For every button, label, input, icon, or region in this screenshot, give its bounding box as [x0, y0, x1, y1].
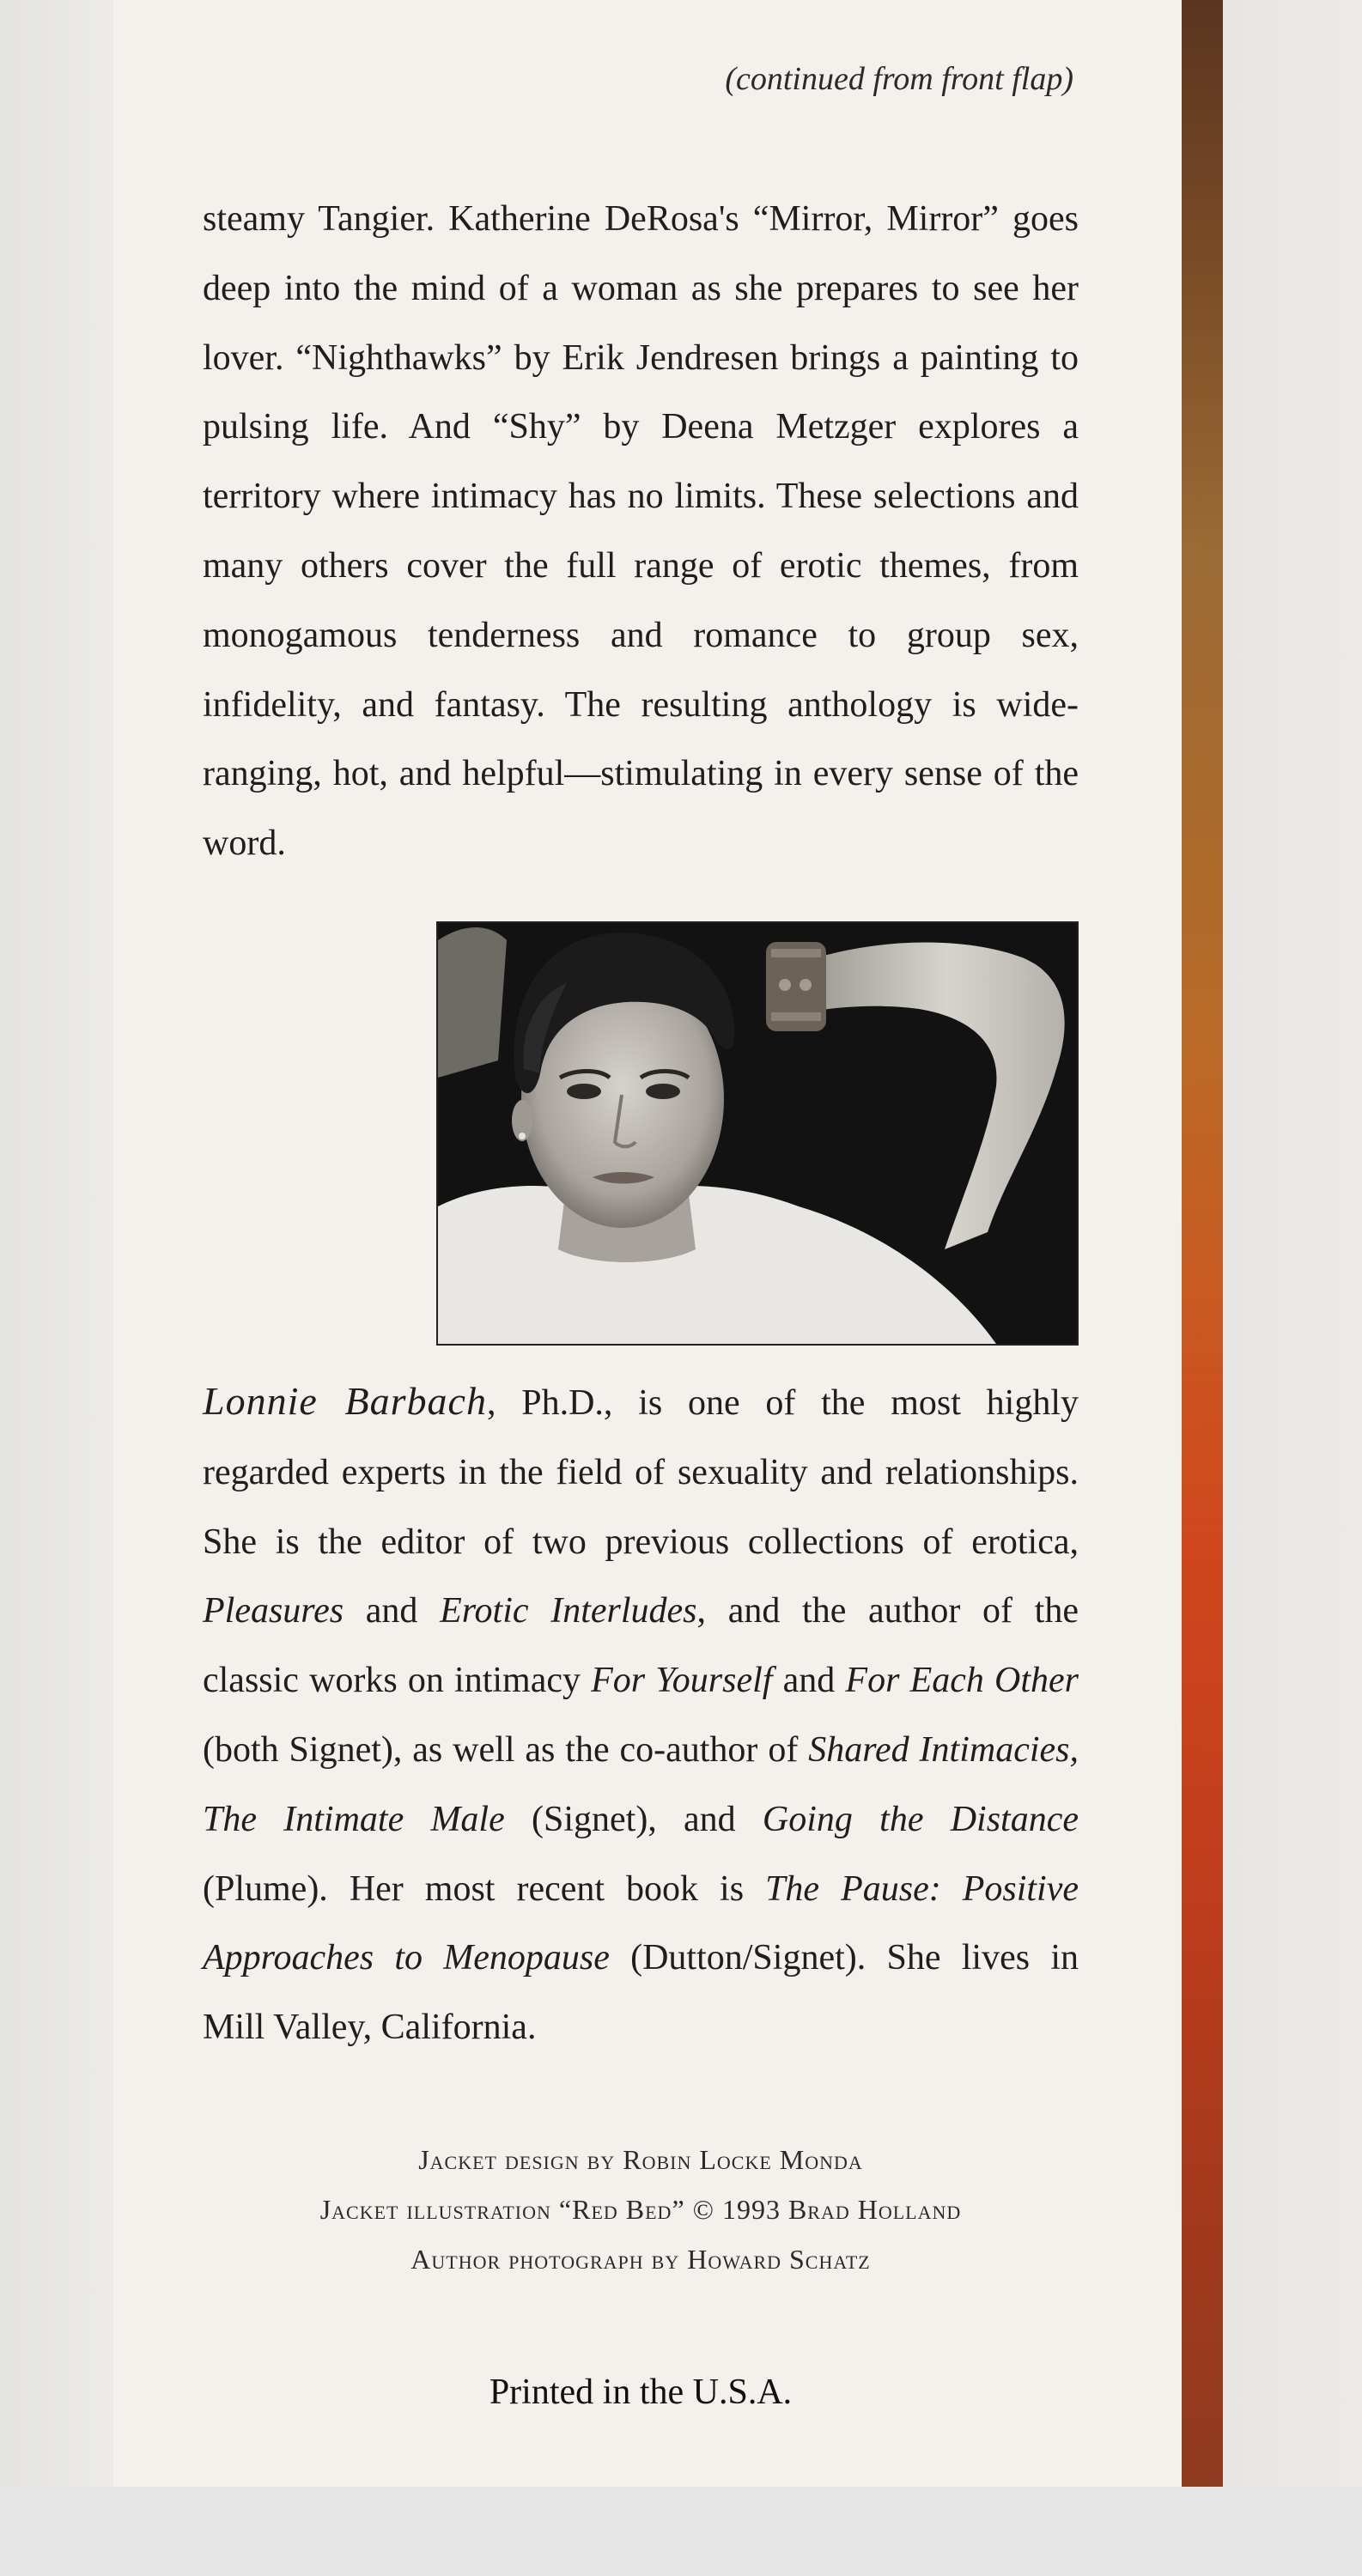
author-bio — [203, 1367, 1079, 2063]
book-title-going-the-distance: Going the Distance — [762, 1799, 1079, 1839]
continued-note: (continued from front flap) — [725, 61, 1073, 97]
book-title-for-yourself: For Yourself — [591, 1661, 773, 1701]
bio-text-4: and — [772, 1661, 846, 1701]
bio-text-6: (Signet), and — [504, 1799, 763, 1839]
credit-author-photo: Author photograph by Howard Schatz — [410, 2244, 871, 2275]
background-left — [0, 0, 113, 2576]
book-spine-edge — [1182, 0, 1223, 2487]
book-title-pleasures: Pleasures — [203, 1591, 344, 1631]
book-title-erotic-interludes: Erotic Interludes — [440, 1591, 697, 1631]
credit-jacket-design: Jacket design by Robin Locke Monda — [418, 2144, 863, 2175]
book-title-shared-intimacies: Shared Intimacies, The Intimate Male — [203, 1729, 1079, 1839]
bio-text-2: and — [344, 1591, 441, 1631]
background-bottom — [0, 2487, 1362, 2576]
author-photo — [436, 921, 1079, 1346]
bio-text-3: , and the author of the classic works on intimacy — [203, 1591, 1079, 1701]
bio-text-1: , Ph.D., is one of the most highly regarded experts in the field of sexuality and relationships. She is the editor of two previous collections of erotica, — [203, 1383, 1079, 1562]
printed-in: Printed in the U.S.A. — [489, 2372, 793, 2412]
bio-text-8: (Dutton/Signet). She lives in Mill Valley, California. — [203, 1938, 1079, 2048]
bio-text-5: (both Signet), as well as the co-author of — [203, 1729, 809, 1770]
jacket-credits — [203, 2135, 1079, 2284]
book-title-the-pause: The Pause: Positive Approaches to Menopause — [203, 1868, 1079, 1978]
book-title-for-each-other: For Each Other — [845, 1661, 1079, 1701]
credit-jacket-illustration: Jacket illustration “Red Bed” © 1993 Brad Holland — [319, 2194, 962, 2225]
intro-paragraph: steamy Tangier. Katherine DeRosa's “Mirror, Mirror” goes deep into the mind of a woman as she prepares to see her lover. “Nighthawks” by Erik Jendresen brings a painting to pulsing life. And “Shy” by Deena Metzger explores a territory where intimacy has no limits. These selections and many others cover the full range of erotic themes, from monogamous tenderness and romance to group sex, infidelity, and fantasy. The resulting anthology is wide-ranging, hot, and helpful—stimulating in every sense of the word. — [203, 199, 1079, 864]
author-name: Lonnie Barbach — [203, 1379, 487, 1423]
background-right — [1223, 0, 1362, 2576]
bio-text-7: (Plume). Her most recent book is — [203, 1868, 766, 1909]
